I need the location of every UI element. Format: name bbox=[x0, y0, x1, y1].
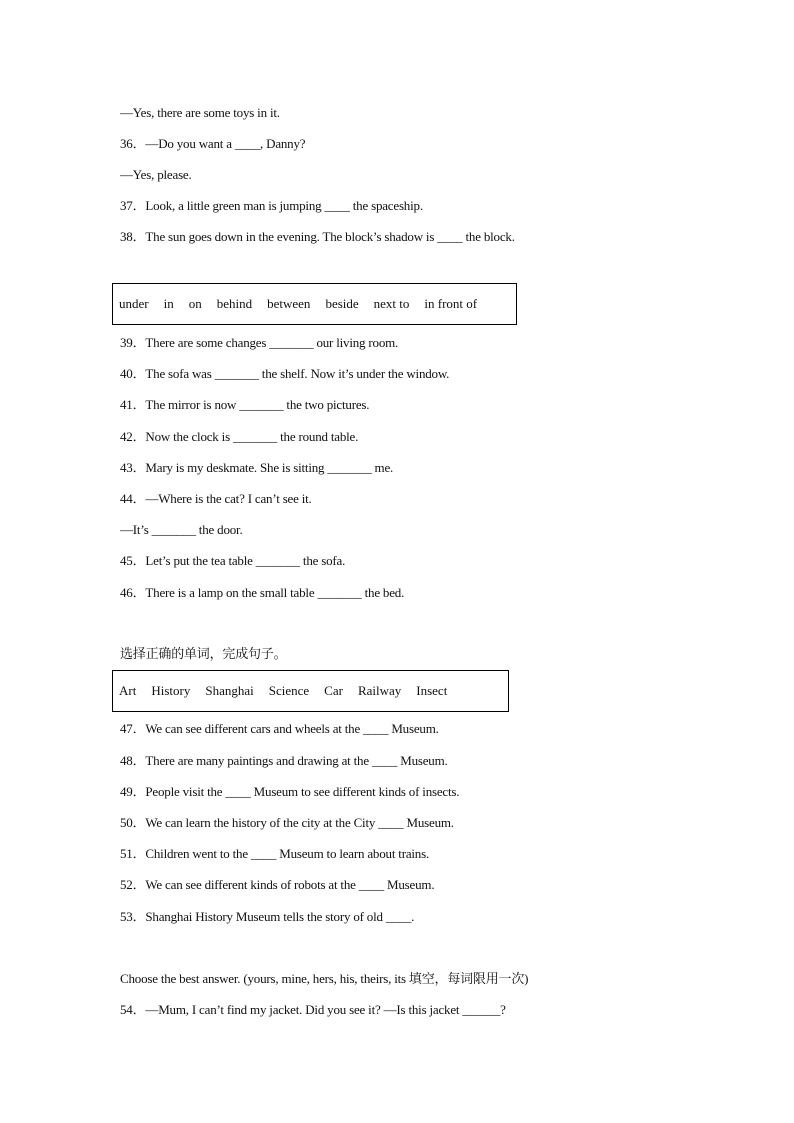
question-50: 50．We can learn the history of the city at the City ____ Museum. bbox=[120, 815, 454, 830]
question-49: 49．People visit the ____ Museum to see different kinds of insects. bbox=[120, 784, 460, 799]
question-48: 48．There are many paintings and drawing at the ____ Museum. bbox=[120, 753, 448, 768]
question-54: 54．—Mum, I can’t find my jacket. Did you see it? —Is this jacket ______? bbox=[120, 1002, 506, 1017]
question-45: 45．Let’s put the tea table _______ the sofa. bbox=[120, 553, 346, 568]
word-car: Car bbox=[324, 683, 343, 698]
word-in-front-of: in front of bbox=[424, 296, 478, 311]
word-shanghai: Shanghai bbox=[205, 683, 254, 698]
question-46: 46．There is a lamp on the small table _______ the bed. bbox=[120, 585, 405, 600]
word-history: History bbox=[151, 683, 191, 698]
word-behind: behind bbox=[216, 296, 253, 311]
word-under: under bbox=[119, 296, 149, 311]
word-on: on bbox=[188, 296, 202, 311]
section-instruction-cn: 选择正确的单词，完成句子。 bbox=[120, 647, 287, 662]
question-44: 44．—Where is the cat? I can’t see it. bbox=[120, 491, 312, 506]
question-52: 52．We can see different kinds of robots at the ____ Museum. bbox=[120, 877, 435, 892]
question-41: 41．The mirror is now _______ the two pictures. bbox=[120, 397, 370, 412]
word-art: Art bbox=[119, 683, 137, 698]
question-47: 47．We can see different cars and wheels at the ____ Museum. bbox=[120, 721, 439, 736]
word-box-museums bbox=[112, 670, 509, 712]
word-next-to: next to bbox=[373, 296, 410, 311]
line-1: —Yes, there are some toys in it. bbox=[120, 105, 280, 120]
word-insect: Insect bbox=[416, 683, 448, 698]
question-38: 38．The sun goes down in the evening. The block’s shadow is ____ the block. bbox=[120, 229, 515, 244]
line-3: —Yes, please. bbox=[120, 167, 192, 182]
answer-44: —It’s _______ the door. bbox=[120, 522, 243, 537]
question-39: 39．There are some changes _______ our living room. bbox=[120, 335, 399, 350]
word-railway: Railway bbox=[357, 683, 402, 698]
question-42: 42．Now the clock is _______ the round table. bbox=[120, 429, 359, 444]
question-40: 40．The sofa was _______ the shelf. Now it’s under the window. bbox=[120, 366, 450, 381]
word-between: between bbox=[267, 296, 311, 311]
question-53: 53．Shanghai History Museum tells the story of old ____. bbox=[120, 909, 415, 924]
word-box-prepositions bbox=[112, 283, 517, 325]
word-in: in bbox=[163, 296, 174, 311]
word-beside: beside bbox=[325, 296, 359, 311]
question-51: 51．Children went to the ____ Museum to learn about trains. bbox=[120, 846, 430, 861]
question-43: 43．Mary is my deskmate. She is sitting _______ me. bbox=[120, 460, 394, 475]
question-36: 36．—Do you want a ____, Danny? bbox=[120, 136, 306, 151]
word-science: Science bbox=[268, 683, 310, 698]
question-37: 37．Look, a little green man is jumping ____ the spaceship. bbox=[120, 198, 423, 213]
section-instruction-en: Choose the best answer. (yours, mine, hers, his, theirs, its 填空，每词限用一次) bbox=[120, 971, 529, 986]
